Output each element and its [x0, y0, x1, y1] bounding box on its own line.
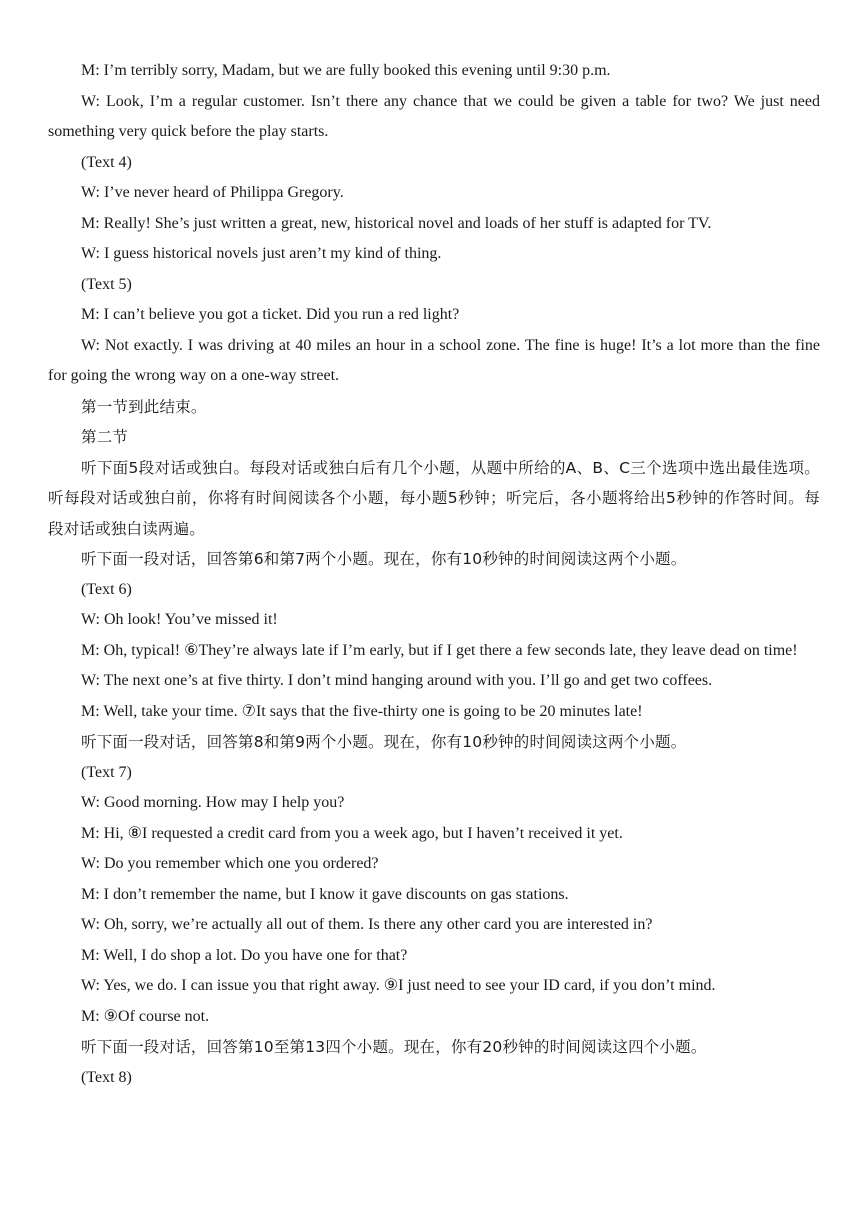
- dialogue-line: W: Good morning. How may I help you?: [81, 794, 345, 811]
- instruction-line: 听下面一段对话，回答第10至第13四个小题。现在，你有20秒钟的时间阅读这四个小题。: [81, 1038, 707, 1056]
- dialogue-line: W: Oh look! You’ve missed it!: [81, 611, 278, 628]
- dialogue-line: M: I’m terribly sorry, Madam, but we are fully booked this evening until 9:30 p.m.: [81, 62, 611, 79]
- dialogue-line: W: Oh, sorry, we’re actually all out of them. Is there any other card you are interested in?: [81, 916, 653, 933]
- dialogue-line: M: Well, take your time. ⑦It says that the five-thirty one is going to be 20 minutes late!: [81, 702, 643, 720]
- dialogue-line: M: I don’t remember the name, but I know it gave discounts on gas stations.: [81, 885, 569, 903]
- document-page: [48, 56, 820, 1093]
- section-label: (Text 4): [81, 153, 132, 171]
- dialogue-line: M: Really! She’s just written a great, new, historical novel and loads of her stuff is adapted for TV.: [81, 214, 712, 232]
- dialogue-line: W: Look, I’m a regular customer. Isn’t there any chance that we could be given a table for two? We just need something very quick before the play starts.: [48, 92, 820, 140]
- dialogue-line: M: ⑨Of course not.: [81, 1007, 210, 1025]
- dialogue-line: M: Well, I do shop a lot. Do you have one for that?: [81, 946, 408, 964]
- instruction-line: 听下面一段对话，回答第6和第7两个小题。现在，你有10秒钟的时间阅读这两个小题。: [81, 550, 687, 568]
- section-label: (Text 6): [81, 580, 132, 598]
- dialogue-line: W: Yes, we do. I can issue you that right away. ⑨I just need to see your ID card, if you don’t mind.: [81, 977, 716, 994]
- dialogue-line: W: The next one’s at five thirty. I don’t mind hanging around with you. I’ll go and get two coffees.: [81, 672, 713, 689]
- instruction-line: 听下面一段对话，回答第8和第9两个小题。现在，你有10秒钟的时间阅读这两个小题。: [81, 733, 687, 751]
- instruction-line: 第一节到此结束。: [81, 397, 207, 416]
- dialogue-line: W: Not exactly. I was driving at 40 miles an hour in a school zone. The fine is huge! It’s a lot more than the fine for going the wrong way on a one-way street.: [48, 336, 820, 384]
- dialogue-line: M: I can’t believe you got a ticket. Did you run a red light?: [81, 306, 460, 323]
- instruction-paragraph: 听下面5段对话或独白。每段对话或独白后有几个小题，从题中所给的A、B、C三个选项中选出最佳选项。听每段对话或独白前，你将有时间阅读各个小题，每小题5秒钟；听完后，各小题将给出5秒钟的作答时间。每段对话或独白读两遍。: [48, 458, 820, 538]
- section-label: (Text 7): [81, 763, 132, 781]
- section-label: (Text 8): [81, 1068, 132, 1086]
- dialogue-line: M: Hi, ⑧I requested a credit card from you a week ago, but I haven’t received it yet.: [81, 824, 623, 842]
- dialogue-line: W: I guess historical novels just aren’t my kind of thing.: [81, 245, 442, 262]
- dialogue-line: W: Do you remember which one you ordered?: [81, 855, 379, 872]
- section-heading: 第二节: [81, 428, 129, 446]
- dialogue-line: W: I’ve never heard of Philippa Gregory.: [81, 184, 344, 201]
- dialogue-line: M: Oh, typical! ⑥They’re always late if I’m early, but if I get there a few seconds late, they leave dead on time!: [81, 641, 798, 659]
- section-label: (Text 5): [81, 275, 132, 293]
